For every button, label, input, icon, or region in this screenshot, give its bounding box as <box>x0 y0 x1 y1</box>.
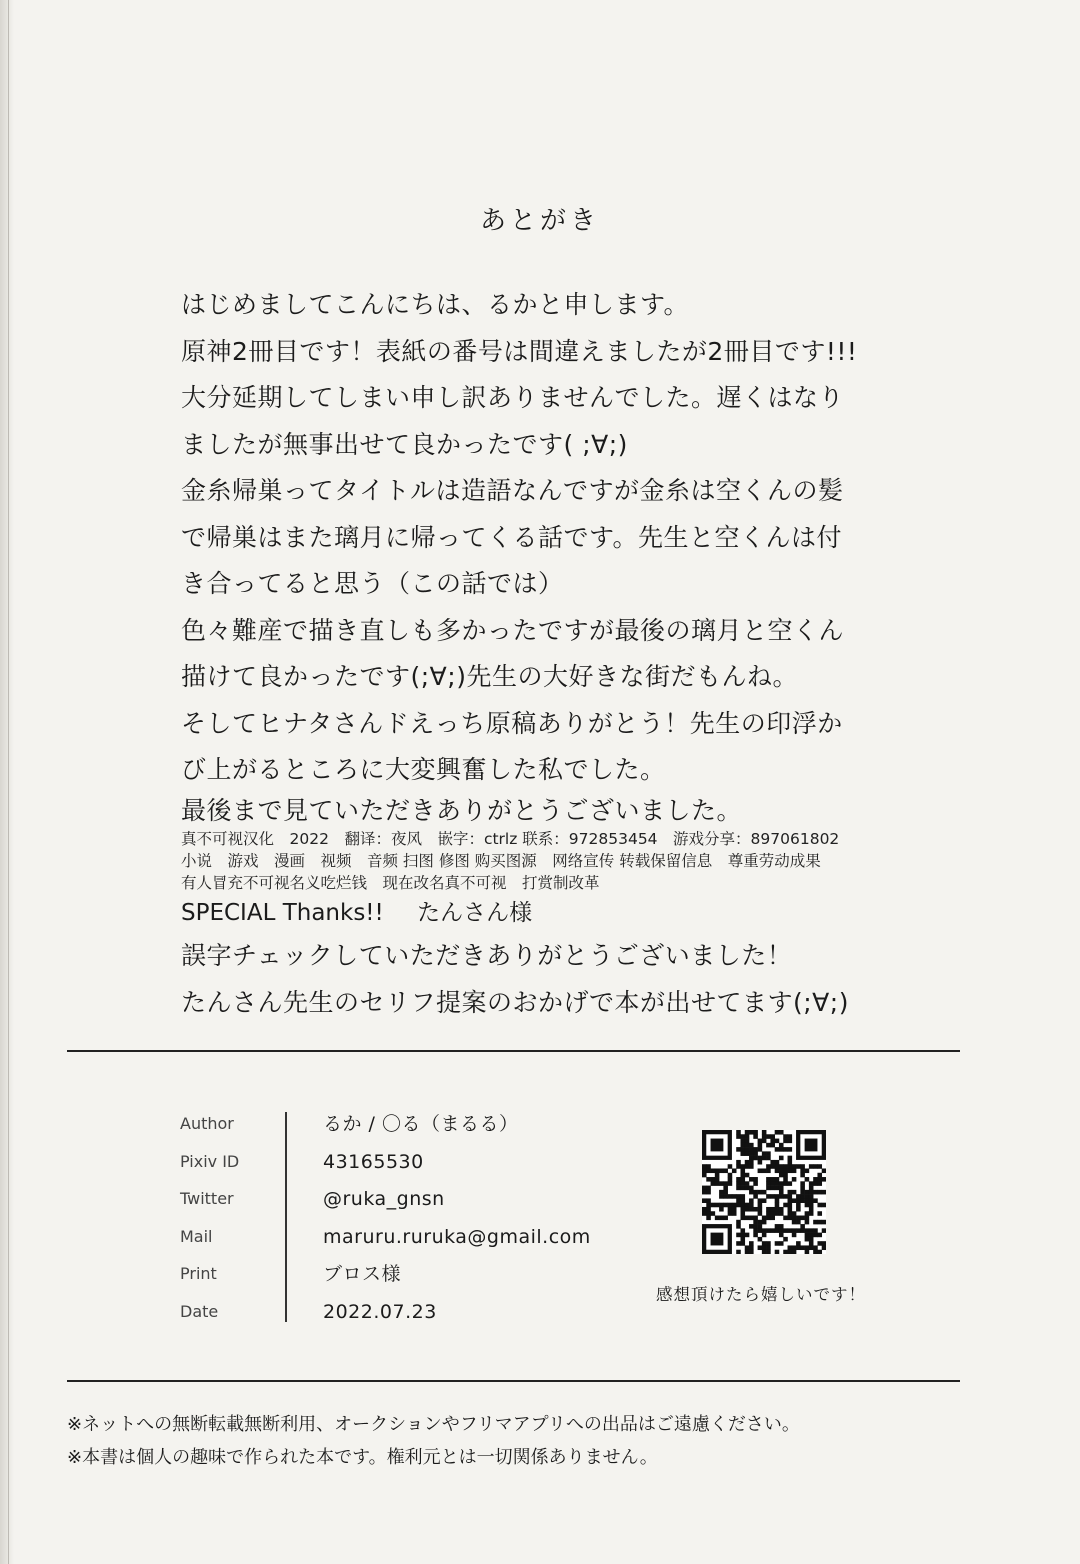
body-line: き合ってると思う（この話では） <box>181 569 564 598</box>
body-line: 原神2冊目です！表紙の番号は間違えましたが2冊目です!!! <box>181 336 858 366</box>
info-label: Twitter <box>180 1189 234 1208</box>
translator-note-line: 有人冒充不可视名义吃烂钱 现在改名真不可视 打赏制改革 <box>181 873 600 892</box>
info-label: Print <box>180 1264 217 1283</box>
info-value: maruru.ruruka@gmail.com <box>323 1225 591 1248</box>
page-title: あとがき <box>479 206 600 236</box>
body-line: び上がるところに大変興奮した私でした。 <box>181 755 666 784</box>
info-value: 2022.07.23 <box>323 1300 437 1323</box>
body-line: 色々難産で描き直しも多かったですが最後の璃月と空くん <box>181 615 845 645</box>
info-label: Date <box>180 1301 219 1321</box>
translator-note-line: 小说 游戏 漫画 视频 音频 扫图 修图 购买图源 网络宣传 转载保留信息 尊重劳动成果 <box>181 851 821 870</box>
afterword-body <box>181 282 901 1026</box>
info-value: ブロス様 <box>323 1263 402 1285</box>
translator-note-line: 真不可视汉化 2022 翻译：夜风 嵌字：ctrlz 联系：972853454 游戏分享：897061802 <box>181 829 840 848</box>
special-thanks-label: SPECIAL Thanks!! <box>181 899 384 926</box>
special-thanks <box>181 894 901 932</box>
info-separator <box>285 1112 287 1322</box>
translator-notes <box>181 828 901 894</box>
special-thanks-name: たんさん様 <box>417 899 533 926</box>
info-label: Author <box>180 1114 234 1133</box>
info-label: Mail <box>180 1226 213 1246</box>
info-value: @ruka_gnsn <box>323 1188 445 1210</box>
legal-notes <box>67 1408 800 1474</box>
info-label: Pixiv ID <box>180 1151 240 1171</box>
body-line: 金糸帰巣ってタイトルは造語なんですが金糸は空くんの髪 <box>181 476 844 505</box>
body-line: ましたが無事出せて良かったです( ;∀;) <box>181 429 628 459</box>
info-value: 43165530 <box>323 1150 424 1173</box>
body-line: 最後まで見ていただきありがとうございました。 <box>181 795 743 825</box>
thanks-line: たんさん先生のセリフ提案のおかげで本が出せてます(;∀;) <box>181 987 849 1017</box>
qr-caption: 感想頂けたら嬉しいです！ <box>656 1285 866 1304</box>
thanks-line: 誤字チェックしていただきありがとうございました！ <box>181 940 793 970</box>
body-line: はじめましてこんにちは、るかと申します。 <box>181 290 690 319</box>
legal-note: ※ネットへの無断転載無断利用、オークションやフリマアプリへの出品はご遠慮ください。 <box>67 1414 800 1435</box>
divider-bottom <box>67 1380 960 1382</box>
divider-top <box>67 1050 960 1052</box>
body-line: で帰巣はまた璃月に帰ってくる話です。先生と空くんは付 <box>181 522 843 552</box>
info-value: るか / 〇る（まるる） <box>323 1113 519 1135</box>
qr-code <box>702 1130 826 1254</box>
qr-code-graphic <box>702 1130 826 1254</box>
body-line: そしてヒナタさんドえっち原稿ありがとう！先生の印浮か <box>181 708 843 738</box>
legal-note: ※本書は個人の趣味で作られた本です。権利元とは一切関係ありません。 <box>67 1447 658 1468</box>
body-line: 大分延期してしまい申し訳ありませんでした。遅くはなり <box>181 383 845 412</box>
body-line: 描けて良かったです(;∀;)先生の大好きな街だもんね。 <box>181 662 798 691</box>
